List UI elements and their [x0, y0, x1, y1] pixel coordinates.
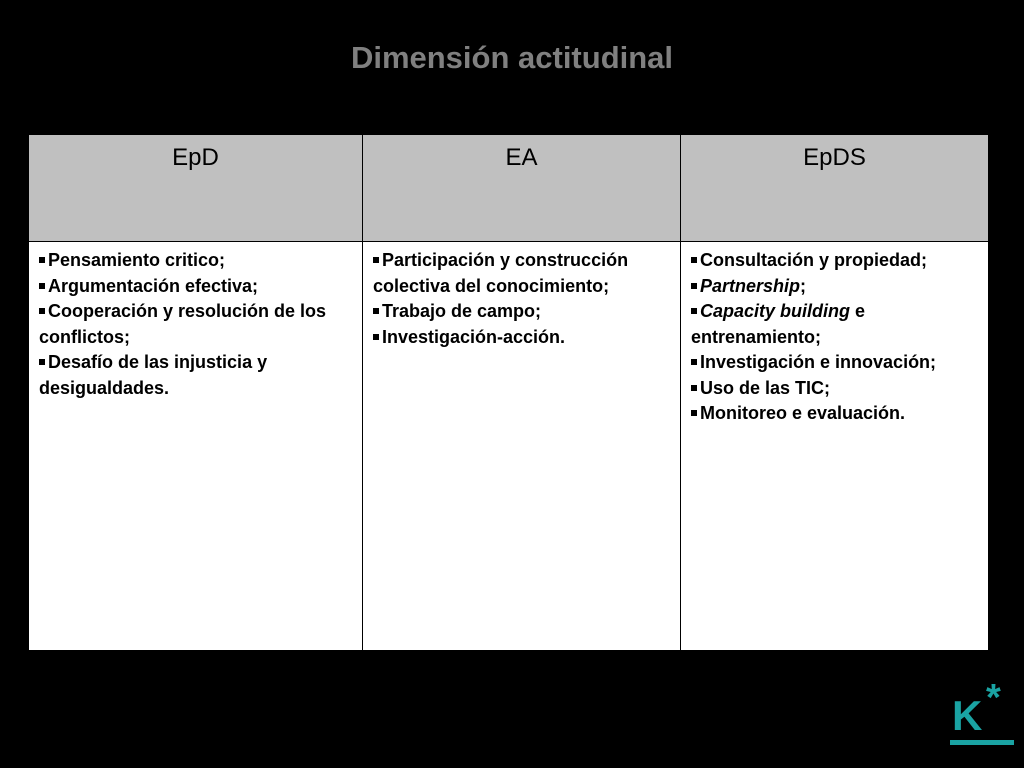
list-item-text: Investigación-acción.: [382, 326, 566, 347]
comparison-table: [28, 134, 989, 651]
list-item: [691, 350, 980, 376]
square-bullet-icon: [373, 257, 379, 263]
list-item: [691, 299, 980, 350]
table-row: [29, 242, 989, 651]
list-item: [691, 401, 980, 427]
square-bullet-icon: [691, 385, 697, 391]
header-cell-epds: EpDS: [681, 135, 989, 242]
header-cell-epd: EpD: [29, 135, 363, 242]
list-item: [39, 299, 354, 350]
square-bullet-icon: [691, 359, 697, 365]
list-item: [39, 248, 354, 274]
list-item: [373, 299, 672, 325]
list-item: [691, 248, 980, 274]
bullet-list: [691, 248, 980, 427]
square-bullet-icon: [39, 359, 45, 365]
header-cell-ea: EA: [363, 135, 681, 242]
list-item: [373, 248, 672, 299]
bullet-list: [373, 248, 672, 350]
list-item-text: Cooperación y resolución de los conflictos;: [39, 301, 327, 347]
cell-epd-items: [29, 242, 363, 651]
list-item-text: Desafío de las injusticia y desigualdades.: [39, 352, 268, 398]
list-item-text: Monitoreo e evaluación.: [700, 403, 906, 423]
list-item-text: Argumentación efectiva;: [48, 275, 259, 296]
square-bullet-icon: [39, 257, 45, 263]
slide-title: Dimensión actitudinal: [350, 40, 674, 75]
logo-underline: [950, 740, 1014, 745]
k-star-logo: [950, 677, 1016, 750]
list-item-text: Uso de las TIC;: [700, 377, 831, 398]
list-item-text: ;: [800, 275, 807, 296]
square-bullet-icon: [691, 283, 697, 289]
cell-ea-items: [363, 242, 681, 651]
list-item: [691, 274, 980, 300]
list-item-text: Trabajo de campo;: [382, 301, 542, 321]
list-item-text: Investigación e innovación;: [700, 352, 937, 372]
cell-epds-items: [681, 242, 989, 651]
logo-letter: K: [952, 692, 983, 739]
table-header-row: [29, 135, 989, 242]
list-item-italic-text: Capacity building: [700, 301, 851, 321]
square-bullet-icon: [373, 334, 379, 340]
list-item: [373, 325, 672, 351]
square-bullet-icon: [691, 308, 697, 314]
square-bullet-icon: [39, 283, 45, 289]
list-item-text: Pensamiento critico;: [48, 250, 226, 270]
list-item: [39, 350, 354, 401]
square-bullet-icon: [39, 308, 45, 314]
list-item: [691, 376, 980, 402]
square-bullet-icon: [691, 257, 697, 263]
bullet-list: [39, 248, 354, 401]
square-bullet-icon: [373, 308, 379, 314]
list-item-italic-text: Partnership: [700, 275, 801, 296]
asterisk-icon: *: [986, 677, 1001, 719]
list-item-text: e entrenamiento;: [691, 301, 866, 347]
list-item-text: Participación y construcción colectiva del conocimiento;: [373, 250, 629, 296]
list-item-text: Consultación y propiedad;: [700, 250, 928, 270]
square-bullet-icon: [691, 410, 697, 416]
list-item: [39, 274, 354, 300]
